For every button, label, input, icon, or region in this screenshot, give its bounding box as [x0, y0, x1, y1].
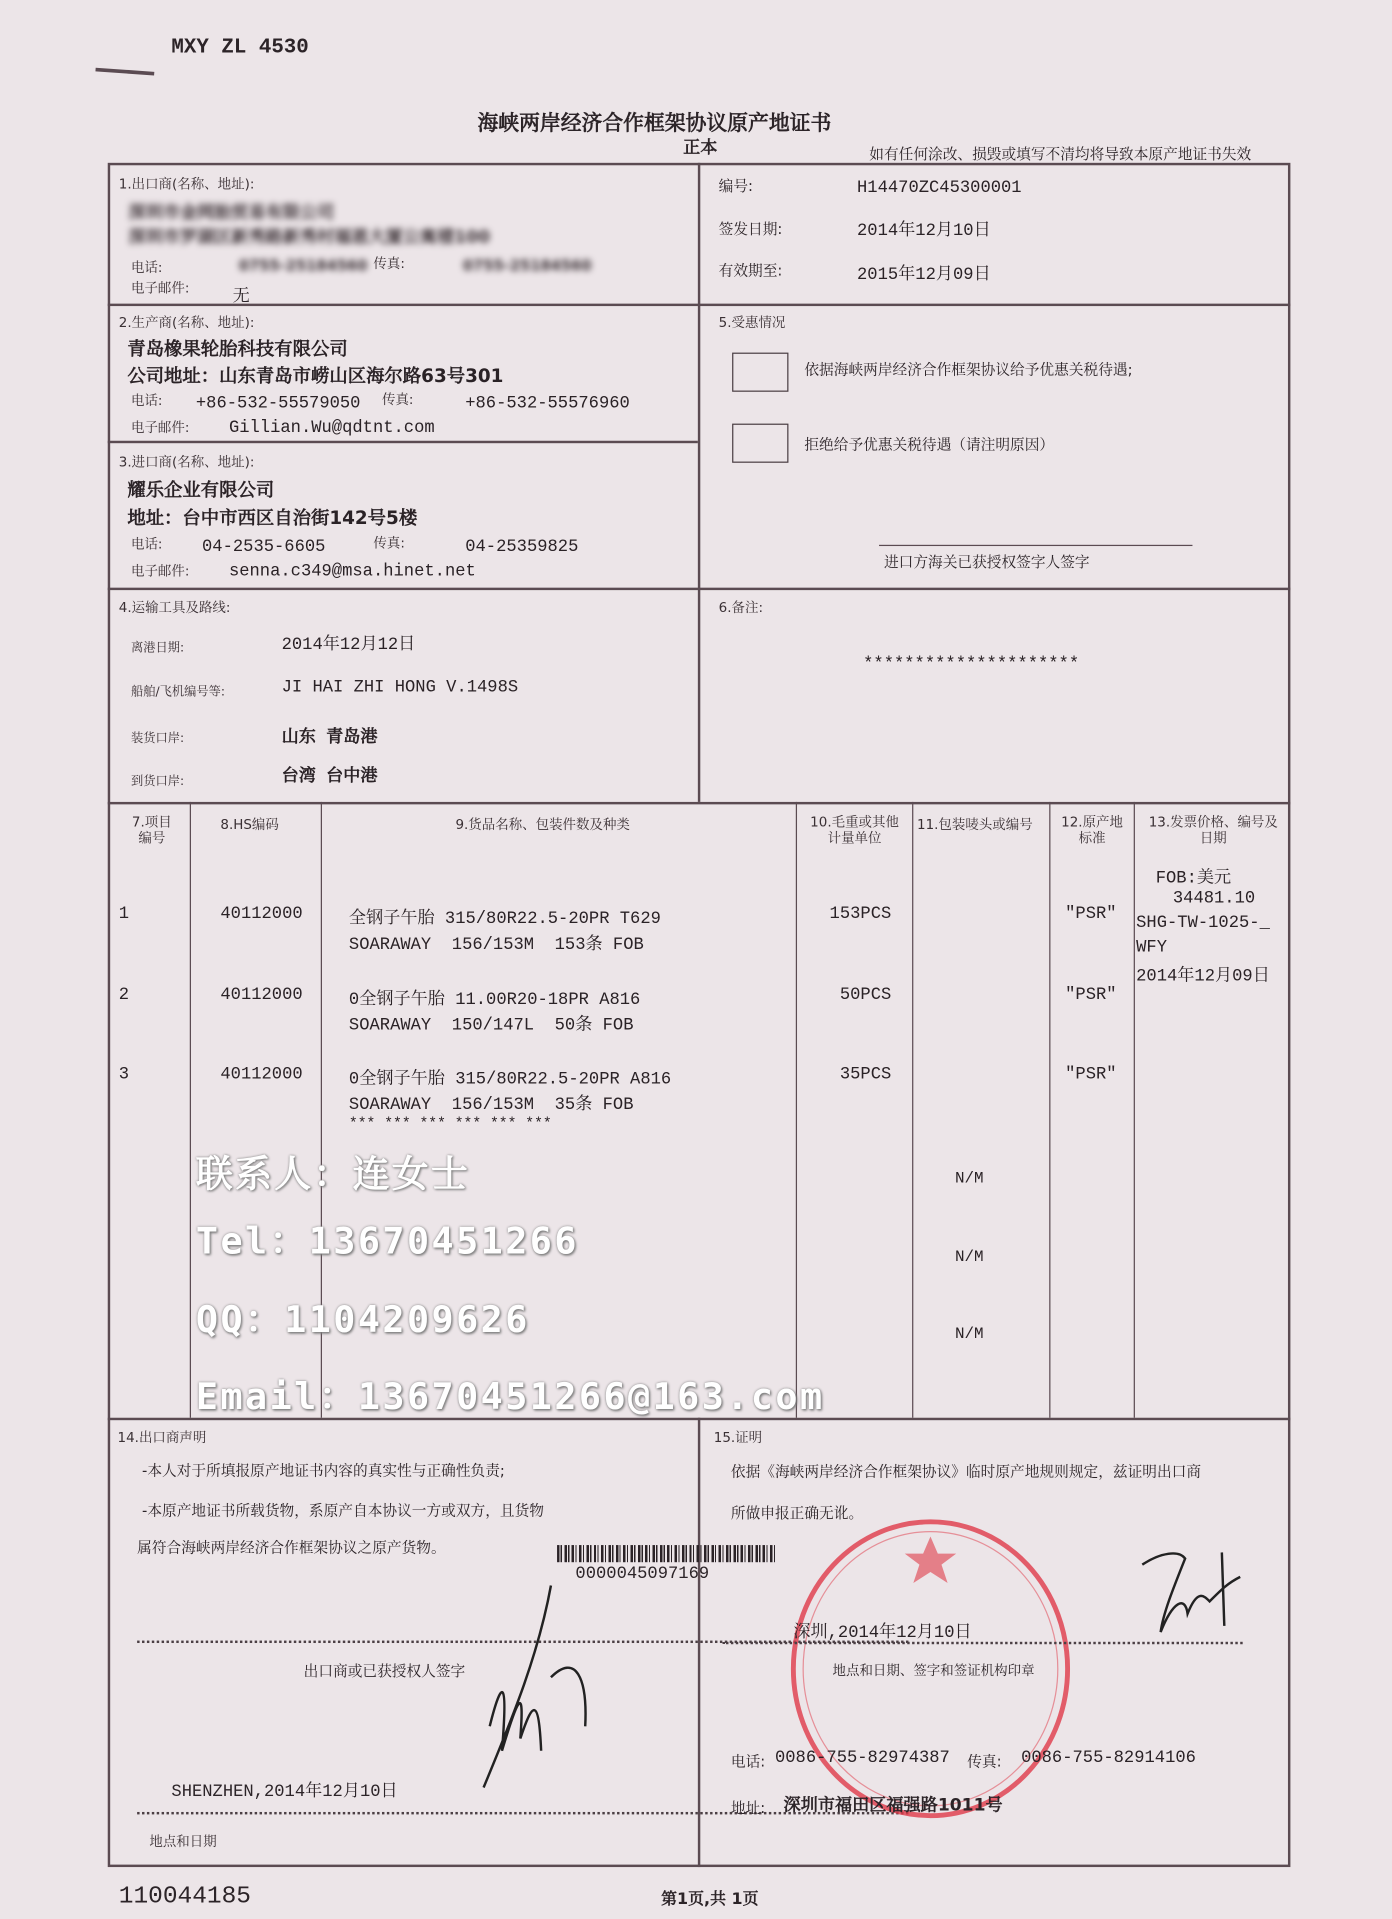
declaration-line2: -本原产地证书所载货物，系原产自本协议一方或双方，且货物 — [142, 1502, 545, 1520]
doc-subtitle: 正本 — [683, 138, 718, 158]
exporter-label: 1.出口商(名称、地址): — [118, 176, 255, 193]
exporter-phone: 0755-25184560 — [238, 257, 368, 275]
issue-date: 2014年12月10日 — [857, 221, 991, 242]
column-line — [1049, 802, 1050, 1418]
exporter-sign-label: 出口商或已获授权人签字 — [303, 1662, 466, 1680]
declaration-label: 14.出口商声明 — [117, 1429, 207, 1446]
exporter-place-date: SHENZHEN,2014年12月10日 — [171, 1782, 398, 1803]
producer-fax: +86-532-55576960 — [465, 394, 630, 414]
vessel-number: JI HAI ZHI HONG V.1498S — [281, 678, 519, 698]
hs-code: 40112000 — [220, 904, 303, 925]
preference-label: 5.受惠情况 — [718, 314, 786, 331]
exporter-phone-label: 电话: — [131, 259, 163, 276]
discharge-port-label: 到货口岸: — [131, 774, 185, 789]
producer-label: 2.生产商(名称、地址): — [118, 314, 255, 331]
importer-email: senna.c349@msa.hinet.net — [228, 561, 476, 582]
importer-name: 耀乐企业有限公司 — [127, 478, 275, 501]
cert-address-label: 地址: — [730, 1799, 766, 1817]
hs-code: 40112000 — [220, 1065, 303, 1085]
marks-nm: N/M — [954, 1324, 984, 1344]
declaration-line1: -本人对于所填报原产地证书内容的真实性与正确性负责; — [142, 1461, 505, 1479]
column-line — [796, 802, 797, 1418]
discharge-port: 台湾 台中港 — [281, 767, 378, 788]
divider — [108, 441, 698, 443]
barcode-number: 0000045097169 — [575, 1564, 710, 1585]
col-header-hs-code: 8.HS编码 — [220, 816, 279, 833]
valid-until-date: 2015年12月09日 — [857, 265, 991, 286]
page-indicator: 第1页,共 1页 — [661, 1890, 759, 1909]
certification-sign-label: 地点和日期、签字和签证机构印章 — [832, 1662, 1035, 1679]
official-signature — [1136, 1540, 1246, 1638]
item-no: 3 — [118, 1065, 130, 1085]
importer-phone: 04-2535-6605 — [202, 537, 326, 558]
cert-number-label: 编号: — [718, 177, 754, 195]
pen-mark — [95, 68, 154, 76]
column-line — [912, 802, 913, 1418]
certification-label: 15.证明 — [713, 1429, 763, 1446]
transport-label: 4.运输工具及路线: — [118, 599, 231, 616]
invoice-number-cont: WFY — [1136, 937, 1168, 958]
description-line1: 0全钢子午胎 315/80R22.5-20PR A816 — [348, 1070, 672, 1090]
cert-fax-label: 传真: — [967, 1753, 1002, 1771]
origin-criterion: "PSR" — [1065, 904, 1117, 925]
serial-top: MXY ZL 4530 — [171, 36, 309, 60]
watermark-tel: Tel：13670451266 — [195, 1220, 579, 1264]
divider — [108, 588, 1291, 590]
importer-email-label: 电子邮件: — [131, 563, 190, 580]
cert-address: 深圳市福田区福强路1011号 — [783, 1796, 1003, 1816]
watermark-email: Email：13670451266@163.com — [195, 1376, 825, 1419]
importer-fax-label: 传真: — [373, 535, 405, 551]
barcode — [557, 1545, 775, 1562]
issue-date-label: 签发日期: — [718, 220, 783, 238]
producer-phone: +86-532-55579050 — [195, 394, 361, 414]
exporter-fax: 0755-25184560 — [462, 257, 592, 275]
invoice-date: 2014年12月09日 — [1136, 967, 1270, 987]
col-header-item-no: 7.项目 编号 — [131, 814, 172, 846]
signature-line — [722, 1642, 1242, 1644]
document-number: 110044185 — [118, 1882, 252, 1912]
importer-label: 3.进口商(名称、地址): — [118, 454, 255, 471]
description-line2: SOARAWAY 156/153M 153条 FOB — [348, 935, 644, 955]
certification-line1: 依据《海峡两岸经济合作框架协议》临时原产地规则规定，兹证明出口商 — [730, 1463, 1202, 1481]
producer-email: Gillian.Wu@qdtnt.com — [228, 418, 435, 439]
description-line2: SOARAWAY 156/153M 35条 FOB — [348, 1095, 634, 1116]
remarks-label: 6.备注: — [718, 599, 763, 616]
grant-option-label: 依据海峡两岸经济合作框架协议给予优惠关税待遇; — [804, 361, 1133, 379]
col-header-description: 9.货品名称、包装件数及种类 — [455, 816, 630, 833]
exporter-address: 深圳市罗湖区新秀路新秀村福恩大厦公寓楼100 — [128, 227, 491, 248]
exporter-place-date-label: 地点和日期 — [149, 1834, 217, 1850]
refuse-option-label: 拒绝给予优惠关税待遇（请注明原因） — [804, 435, 1055, 453]
producer-email-label: 电子邮件: — [131, 419, 190, 436]
certification-line2: 所做申报正确无讹。 — [730, 1504, 864, 1522]
item-no: 2 — [118, 985, 130, 1006]
importer-address: 地址：台中市西区自治街142号5楼 — [127, 506, 418, 529]
column-line — [1134, 802, 1135, 1418]
col-header-quantity: 10.毛重或其他 计量单位 — [810, 814, 899, 846]
signature-line — [879, 545, 1192, 546]
refuse-checkbox[interactable] — [732, 424, 788, 463]
producer-fax-label: 传真: — [381, 391, 414, 408]
watermark-contact: 联系人：连女士 — [195, 1153, 471, 1197]
cert-phone-label: 电话: — [730, 1753, 766, 1771]
exporter-name: 深圳市金网胎贸易有限公司 — [128, 203, 335, 223]
divider — [108, 802, 1291, 804]
cert-phone: 0086-755-82974387 — [774, 1748, 950, 1768]
grant-checkbox[interactable] — [732, 353, 788, 392]
cert-fax: 0086-755-82914106 — [1021, 1748, 1196, 1768]
marks-nm: N/M — [954, 1169, 984, 1188]
certification-place-date: 深圳,2014年12月10日 — [793, 1623, 972, 1644]
origin-criterion: "PSR" — [1065, 1065, 1117, 1085]
invoice-amount: 34481.10 — [1172, 888, 1256, 909]
validity-notice: 如有任何涂改、损毁或填写不清均将导致本原产地证书失效 — [869, 145, 1252, 163]
producer-name: 青岛橡果轮胎科技有限公司 — [127, 337, 348, 360]
description-line1: 0全钢子午胎 11.00R20-18PR A816 — [348, 990, 641, 1011]
end-marks: *** *** *** *** *** *** — [348, 1115, 552, 1133]
col-header-invoice: 13.发票价格、编号及 日期 — [1148, 814, 1278, 846]
divider — [698, 163, 700, 802]
invoice-terms: FOB:美元 — [1155, 869, 1232, 889]
importer-phone-label: 电话: — [131, 536, 163, 553]
loading-port: 山东 青岛港 — [281, 728, 378, 749]
cert-number: H14470ZC45300001 — [857, 178, 1022, 199]
exporter-email-label: 电子邮件: — [131, 280, 190, 297]
item-no: 1 — [118, 904, 130, 925]
col-header-marks: 11.包装唛头或编号 — [917, 816, 1033, 833]
description-line1: 全钢子午胎 315/80R22.5-20PR T629 — [348, 909, 661, 930]
valid-until-label: 有效期至: — [718, 262, 783, 280]
column-line — [190, 802, 191, 1418]
customs-sign-label: 进口方海关已获授权签字人签字 — [883, 553, 1090, 571]
producer-phone-label: 电话: — [131, 393, 163, 409]
marks-nm: N/M — [954, 1247, 984, 1266]
doc-title: 海峡两岸经济合作框架协议原产地证书 — [477, 111, 832, 136]
exporter-fax-label: 传真: — [373, 255, 405, 272]
invoice-number: SHG-TW-1025-_ — [1136, 913, 1270, 933]
exporter-signature — [465, 1579, 600, 1799]
importer-fax: 04-25359825 — [465, 537, 579, 558]
departure-label: 离港日期: — [131, 641, 185, 656]
watermark-qq: QQ：1104209626 — [195, 1298, 530, 1342]
description-line2: SOARAWAY 150/147L 50条 FOB — [348, 1016, 634, 1036]
quantity: 35PCS — [839, 1065, 892, 1085]
hs-code: 40112000 — [220, 985, 303, 1006]
exporter-email: 无 — [232, 286, 250, 307]
loading-port-label: 装货口岸: — [131, 732, 185, 746]
quantity: 50PCS — [839, 985, 892, 1006]
declaration-line3: 属符合海峡两岸经济合作框架协议之原产货物。 — [137, 1538, 446, 1557]
producer-address: 公司地址：山东青岛市崂山区海尔路63号301 — [127, 364, 504, 387]
remarks-value: ********************* — [863, 655, 1080, 675]
quantity: 153PCS — [829, 904, 892, 925]
vessel-label: 船舶/飞机编号等: — [131, 685, 225, 700]
divider — [108, 304, 1291, 306]
origin-criterion: "PSR" — [1065, 985, 1117, 1006]
col-header-origin: 12.原产地 标准 — [1061, 814, 1123, 846]
departure-date: 2014年12月12日 — [281, 635, 416, 656]
